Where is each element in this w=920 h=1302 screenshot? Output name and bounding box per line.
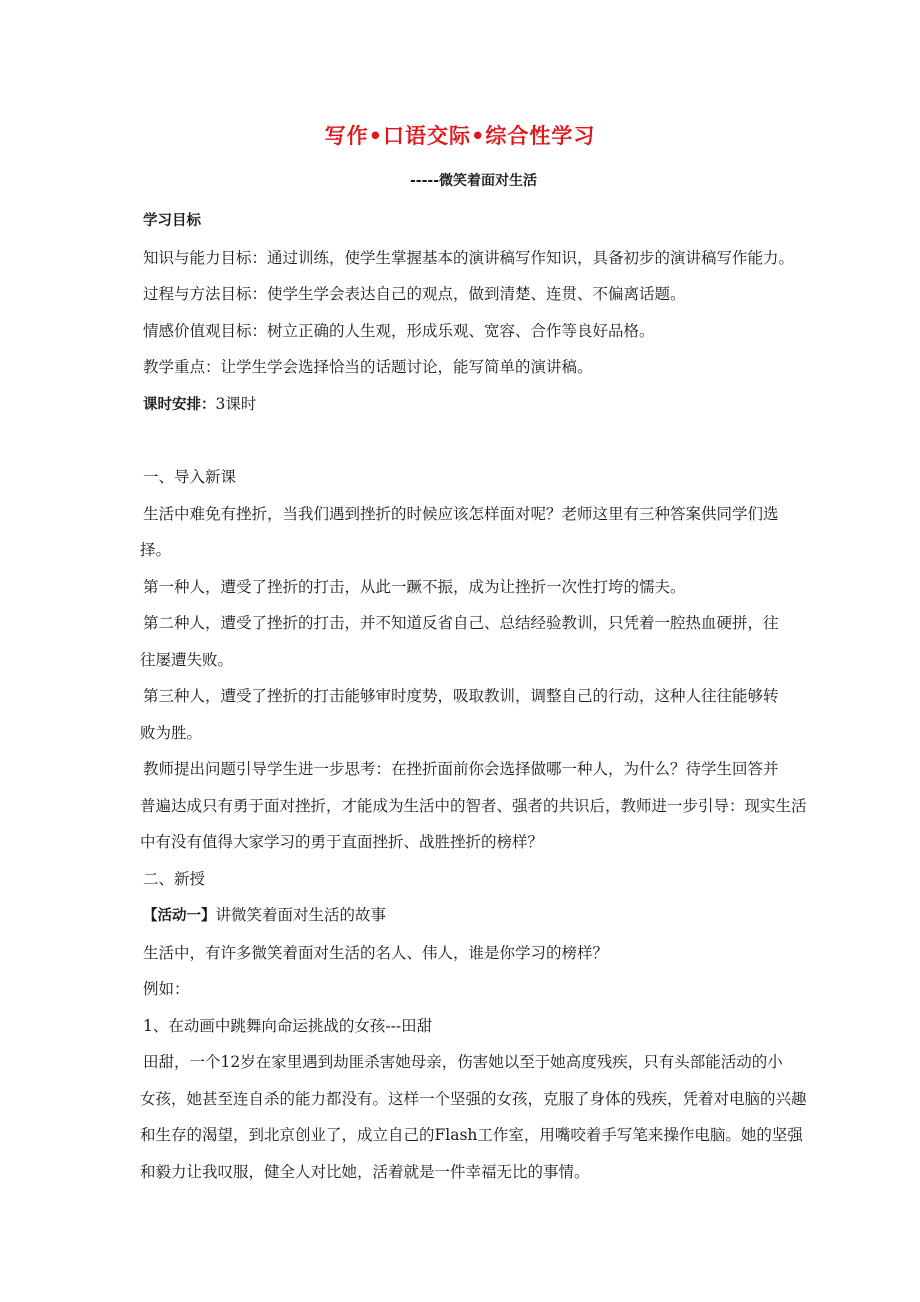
person2-paragraph-line1: 第二种人，遭受了挫折的打击，并不知道反省自己、总结经验教训，只凭着一腔热血硬拼，往 bbox=[143, 614, 779, 632]
activity-heading bbox=[143, 897, 813, 935]
objective-emotion: 情感价值观目标：树立正确的人生观，形成乐观、宽容、合作等良好品格。 bbox=[143, 321, 655, 340]
person3-paragraph-line2: 败为胜。 bbox=[140, 723, 203, 742]
story-paragraph-line1: 田甜，一个12岁在家里遇到劫匪杀害她母亲，伤害她以至于她高度残疾，只有头部能活动的小 bbox=[143, 1053, 783, 1071]
story-paragraph-line3: 和生存的渴望，到北京创业了，成立自己的Flash工作室，用嘴咬着手写笔来操作电脑。她的坚强 bbox=[140, 1126, 803, 1144]
section-gap bbox=[143, 423, 813, 459]
person2-paragraph-line2: 往屡遭失败。 bbox=[140, 650, 234, 669]
story-paragraph-line4: 和毅力让我叹服，健全人对比她，活着就是一件幸福无比的事情。 bbox=[140, 1162, 590, 1181]
class-schedule bbox=[143, 386, 813, 424]
schedule-label: 课时安排： bbox=[143, 396, 216, 413]
objectives-heading: 学习目标 bbox=[143, 213, 201, 229]
document-title: 写作•口语交际•综合性学习 bbox=[324, 124, 596, 148]
teaching-focus: 教学重点：让学生学会选择恰当的话题讨论，能写简单的演讲稿。 bbox=[143, 358, 593, 376]
example-label: 例如： bbox=[143, 980, 190, 998]
activity-label: 【活动一】 bbox=[143, 908, 216, 924]
schedule-value: 3课时 bbox=[215, 394, 257, 413]
person3-paragraph-line1: 第三种人，遭受了挫折的打击能够审时度势，吸取教训，调整自己的行动，这种人往往能够转 bbox=[143, 687, 779, 705]
objective-knowledge: 知识与能力目标：通过训练，使学生掌握基本的演讲稿写作知识，具备初步的演讲稿写作能力。 bbox=[143, 248, 795, 267]
role-model-question: 生活中，有许多微笑着面对生活的名人、伟人，谁是你学习的榜样？ bbox=[143, 943, 609, 962]
intro-paragraph-line1: 生活中难免有挫折，当我们遇到挫折的时候应该怎样面对呢？老师这里有三种答案供同学们选 bbox=[143, 504, 779, 523]
document-subtitle: -----微笑着面对生活 bbox=[410, 173, 538, 189]
section2-heading: 二、新授 bbox=[143, 869, 206, 888]
teacher-paragraph-line1: 教师提出问题引导学生进一步思考：在挫折面前你会选择做哪一种人，为什么？待学生回答并 bbox=[143, 760, 779, 778]
intro-paragraph-line2: 择。 bbox=[140, 541, 172, 559]
story-title: 1、在动画中跳舞向命运挑战的女孩---田甜 bbox=[143, 1016, 433, 1035]
teacher-paragraph-line2: 普遍达成只有勇于面对挫折，才能成为生活中的智者、强者的共识后，教师进一步引导：现实生活 bbox=[140, 796, 807, 815]
objective-process: 过程与方法目标：使学生学会表达自己的观点，做到清楚、连贯、不偏离话题。 bbox=[143, 285, 686, 303]
section1-heading: 一、导入新课 bbox=[143, 468, 237, 486]
activity-title: 讲微笑着面对生活的故事 bbox=[215, 906, 387, 924]
person1-paragraph: 第一种人，遭受了挫折的打击，从此一蹶不振，成为让挫折一次性打垮的懦夫。 bbox=[143, 577, 686, 596]
story-paragraph-line2: 女孩，她甚至连自杀的能力都没有。这样一个坚强的女孩，克服了身体的残疾，凭着对电脑的兴趣 bbox=[140, 1089, 807, 1108]
teacher-paragraph-line3: 中有没有值得大家学习的勇于直面挫折、战胜挫折的榜样？ bbox=[140, 833, 544, 851]
document-body bbox=[140, 203, 813, 1190]
